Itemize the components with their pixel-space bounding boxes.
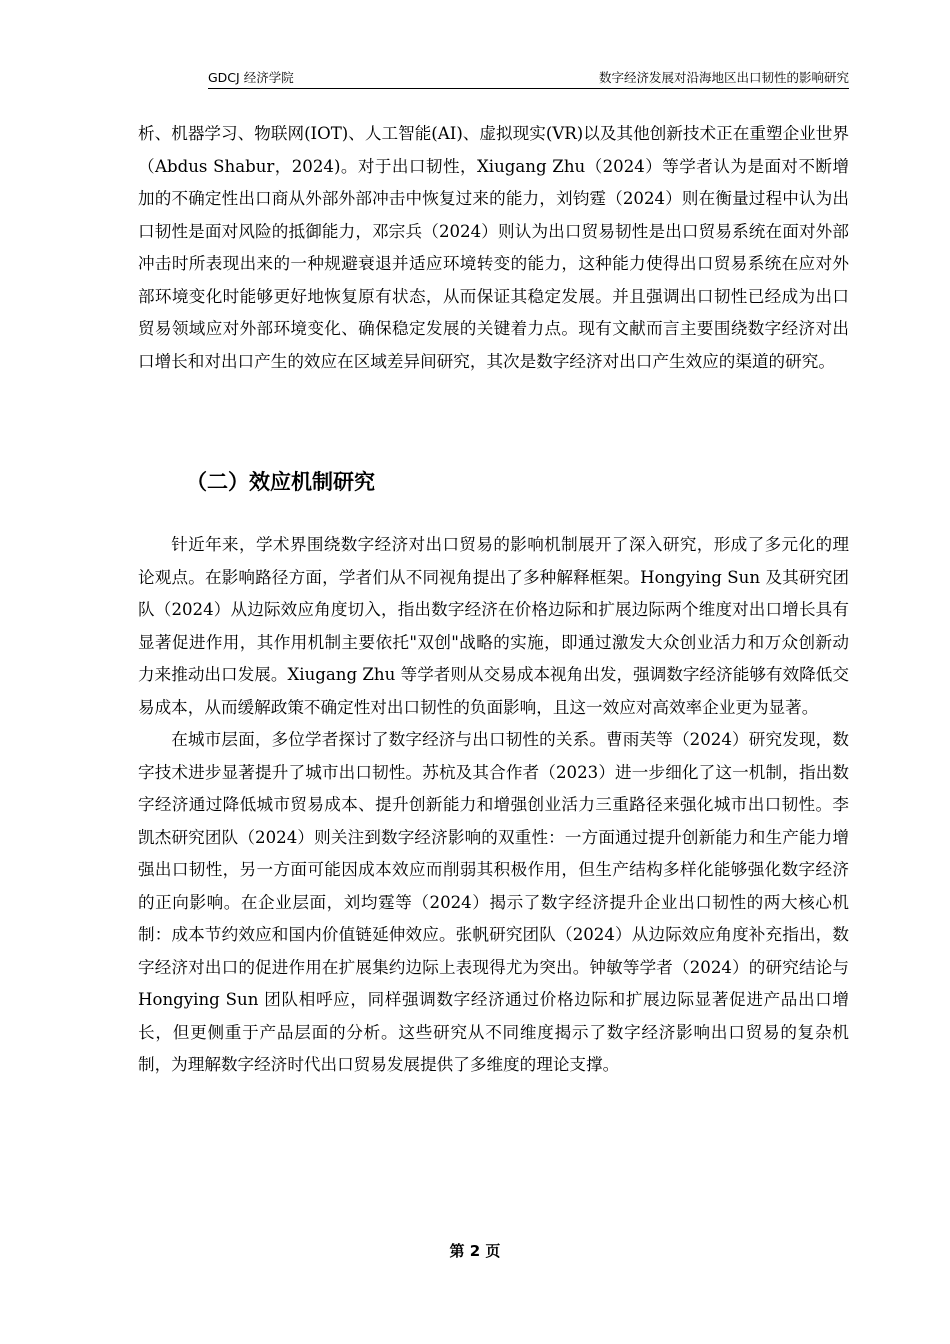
section-paragraph-1: 针近年来，学术界围绕数字经济对出口贸易的影响机制展开了深入研究，形成了多元化的理论观点。在影响路径方面，学者们从不同视角提出了多种解释框架。Hongying Sun 及其研究团队（2024）从边际效应角度切入，指出数字经济在价格边际和扩展边际两个维度对出口增长具有显著促进作用，其作用机制主要依托"双创"战略的实施，即通过激发大众创业活力和万众创新动力来推动出口发展。Xiugang Zhu 等学者则从交易成本视角出发，强调数字经济能够有效降低交易成本，从而缓解政策不确定性对出口韧性的负面影响，且这一效应对高效率企业更为显著。 — [138, 535, 849, 717]
intro-paragraph-block — [138, 118, 849, 378]
section-heading: （二）效应机制研究 — [186, 470, 375, 494]
page-number: 第 2 页 — [449, 1242, 501, 1260]
header-paper-title: 数字经济发展对沿海地区出口韧性的影响研究 — [598, 70, 849, 85]
intro-paragraph: 析、机器学习、物联网(IOT)、人工智能(AI)、虚拟现实(VR)以及其他创新技术正在重塑企业世界（Abdus Shabur，2024)。对于出口韧性，Xiugang Zhu（2024）等学者认为是面对不断增加的不确定性出口商从外部外部冲击中恢复过来的能力，刘钧霆（2024）则在衡量过程中认为出口韧性是面对风险的抵御能力，邓宗兵（2024）则认为出口贸易韧性是出口贸易系统在面对外部冲击时所表现出来的一种规避衰退并适应环境转变的能力，这种能力使得出口贸易系统在应对外部环境变化时能够更好地恢复原有状态，从而保证其稳定发展。并且强调出口韧性已经成为出口贸易领域应对外部环境变化、确保稳定发展的关键着力点。现有文献而言主要围绕数字经济对出口增长和对出口产生的效应在区域差异间研究，其次是数字经济对出口产生效应的渠道的研究。 — [138, 124, 849, 371]
section-body — [138, 529, 849, 1082]
header-institution: GDCJ 经济学院 — [208, 70, 294, 85]
page-header — [208, 70, 849, 89]
section-paragraph-2: 在城市层面，多位学者探讨了数字经济与出口韧性的关系。曹雨芙等（2024）研究发现，数字技术进步显著提升了城市出口韧性。苏杭及其合作者（2023）进一步细化了这一机制，指出数字经济通过降低城市贸易成本、提升创新能力和增强创业活力三重路径来强化城市出口韧性。李凯杰研究团队（2024）则关注到数字经济影响的双重性：一方面通过提升创新能力和生产能力增强出口韧性，另一方面可能因成本效应而削弱其积极作用，但生产结构多样化能够强化数字经济的正向影响。在企业层面，刘均霆等（2024）揭示了数字经济提升企业出口韧性的两大核心机制：成本节约效应和国内价值链延伸效应。张帆研究团队（2024）从边际效应角度补充指出，数字经济对出口的促进作用在扩展集约边际上表现得尤为突出。钟敏等学者（2024）的研究结论与 Hongying Sun 团队相呼应，同样强调数字经济通过价格边际和扩展边际显著促进产品出口增长，但更侧重于产品层面的分析。这些研究从不同维度揭示了数字经济影响出口贸易的复杂机制，为理解数字经济时代出口贸易发展提供了多维度的理论支撑。 — [138, 730, 849, 1074]
